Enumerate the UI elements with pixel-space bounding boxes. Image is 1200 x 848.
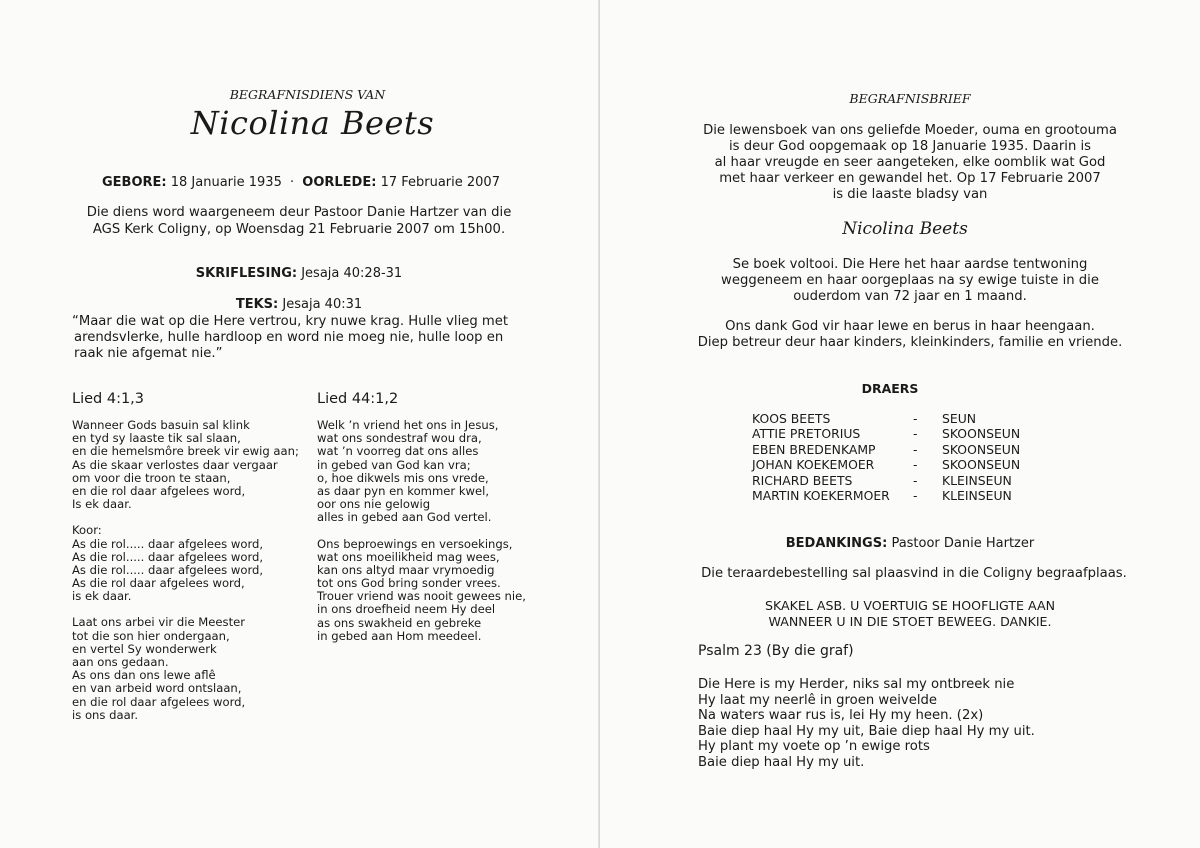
hymn-line: As die rol..... daar afgelees word, xyxy=(72,549,264,564)
scripture-quote xyxy=(72,314,508,362)
born-label: GEBORE: xyxy=(102,175,167,190)
bearer-row xyxy=(752,426,1020,441)
deceased-name-title: Nicolina Beets xyxy=(190,104,435,142)
hymn-line: wat ’n voorreg dat ons alles xyxy=(317,444,479,459)
hymn-line: oor ons nie gelowig xyxy=(317,497,431,512)
intro-line: met haar verkeer en gewandel het. Op 17 Februarie 2007 xyxy=(719,171,1101,186)
notice-line: SKAKEL ASB. U VOERTUIG SE HOOFLIGTE AAN xyxy=(764,598,1056,613)
reading-value: Jesaja 40:28-31 xyxy=(301,266,403,281)
bearer-name: RICHARD BEETS xyxy=(752,472,853,488)
text-reference xyxy=(0,297,598,312)
scripture-reading xyxy=(0,266,598,281)
bearer-name: ATTIE PRETORIUS xyxy=(752,426,861,442)
born-date: 18 Januarie 1935 xyxy=(170,175,282,190)
hymn-line: wat ons sondestraf wou dra, xyxy=(317,431,482,446)
psalm-line: Baie diep haal Hy my uit. xyxy=(698,754,865,770)
hymn-line: tot ons God bring sonder vrees. xyxy=(317,576,501,591)
died-date: 17 Februarie 2007 xyxy=(380,175,500,190)
hymn-title: Lied 44:1,2 xyxy=(317,391,399,407)
bearer-dash: - xyxy=(913,488,918,504)
intro-line: al haar vreugde en seer aangeteken, elke oomblik wat God xyxy=(714,155,1106,170)
acknowledgements-value: Pastoor Danie Hartzer xyxy=(891,536,1035,551)
quote-line: “Maar die wat op die Here vertrou, kry nuwe krag. Hulle vlieg met xyxy=(72,314,509,329)
bearer-relation: SKOONSEUN xyxy=(942,441,1021,457)
hymn-line: is ons daar. xyxy=(72,707,139,722)
service-of-heading: BEGRAFNISDIENS VAN xyxy=(229,87,386,102)
service-line: Die diens word waargeneem deur Pastoor Danie Hartzer van die xyxy=(86,205,512,220)
closing-line: weggeneem en haar oorgeplaas na sy ewige tuiste in die xyxy=(721,273,1099,288)
hymn-line: alles in gebed aan God vertel. xyxy=(317,510,492,525)
hymn-line: as ons swakheid en gebreke xyxy=(317,615,482,630)
hymn-lied-4 xyxy=(72,391,299,722)
service-line: AGS Kerk Coligny, op Woensdag 21 Februarie 2007 om 15h00. xyxy=(92,222,506,237)
hymn-line: As die rol daar afgelees word, xyxy=(72,576,245,591)
notice-line: WANNEER U IN DIE STOET BEWEEG. DANKIE. xyxy=(768,614,1052,629)
hymn-verse xyxy=(317,538,526,644)
hymn-line: As ons dan ons lewe aflê xyxy=(72,668,216,683)
hymn-line: aan ons gedaan. xyxy=(72,655,169,669)
intro-line: is deur God oopgemaak op 18 Januarie 1935. Daarin is xyxy=(728,139,1092,154)
hymn-line: en die rol daar afgelees word, xyxy=(72,694,246,709)
hymn-line: Trouer vriend was nooit gewees nie, xyxy=(317,589,526,604)
hymn-line: Is ek daar. xyxy=(72,497,132,512)
hymn-line: tot die son hier ondergaan, xyxy=(72,628,230,643)
hymn-line: in gebed aan Hom meedeel. xyxy=(317,628,482,643)
hymn-line: in gebed van God kan vra; xyxy=(317,457,471,472)
hymn-line: Laat ons arbei vir die Meester xyxy=(72,615,246,630)
intro-paragraph xyxy=(600,123,1200,203)
bearer-name: EBEN BREDENKAMP xyxy=(752,441,876,457)
right-page xyxy=(600,0,1200,848)
hymn-title: Lied 4:1,3 xyxy=(72,391,145,407)
bearers-list xyxy=(752,411,1020,503)
bearer-relation: SEUN xyxy=(942,411,977,426)
bearer-dash: - xyxy=(913,441,918,457)
bearer-dash: - xyxy=(913,457,918,473)
closing-paragraph xyxy=(600,257,1200,305)
bearer-row xyxy=(752,473,1020,488)
psalm-line: Hy plant my voete op ’n ewige rots xyxy=(698,739,930,754)
bearer-name: MARTIN KOEKERMOER xyxy=(752,488,890,504)
bearer-row xyxy=(752,411,1020,426)
hymn-verse xyxy=(72,616,299,722)
deceased-name: Nicolina Beets xyxy=(842,219,968,239)
hymn-line: As die skaar verlostes daar vergaar xyxy=(72,457,278,472)
hymn-line: om voor die troon te staan, xyxy=(72,470,231,485)
hymn-line: As die rol..... daar afgelees word, xyxy=(72,536,264,551)
hymn-line: wat ons moeilikheid mag wees, xyxy=(317,549,500,564)
service-info xyxy=(0,204,598,238)
psalm-line: Na waters waar rus is, lei Hy my heen. (2x) xyxy=(698,708,984,723)
bearer-relation: SKOONSEUN xyxy=(942,426,1021,442)
hymn-line: As die rol..... daar afgelees word, xyxy=(72,562,264,577)
hymn-verse xyxy=(72,419,299,511)
burial-notice: Die teraardebestelling sal plaasvind in die Coligny begraafplaas. xyxy=(701,566,1127,581)
psalm-line: Baie diep haal Hy my uit, Baie diep haal Hy my uit. xyxy=(698,723,1035,739)
died-label: OORLEDE: xyxy=(302,175,377,190)
psalm-line: Hy laat my neerlê in groen weivelde xyxy=(698,692,937,708)
bearer-row xyxy=(752,488,1020,503)
bearer-dash: - xyxy=(913,426,918,442)
hymn-line: Koor: xyxy=(72,523,102,538)
intro-line: is die laaste bladsy van xyxy=(832,187,988,202)
bearer-relation: KLEINSEUN xyxy=(942,488,1012,504)
bearer-relation: KLEINSEUN xyxy=(942,472,1012,488)
closing-line: ouderdom van 72 jaar en 1 maand. xyxy=(793,289,1027,304)
hymn-line: o, hoe dikwels mis ons vrede, xyxy=(317,470,489,485)
reading-label: SKRIFLESING: xyxy=(195,266,298,281)
bearer-name: JOHAN KOEKEMOER xyxy=(752,457,875,473)
hymn-line: en die rol daar afgelees word, xyxy=(72,483,246,498)
hymn-line: in ons droefheid neem Hy deel xyxy=(317,602,496,617)
text-label: TEKS: xyxy=(235,297,279,312)
hymn-lied-44 xyxy=(317,391,526,643)
thanks-line: Ons dank God vir haar lewe en berus in haar heengaan. xyxy=(725,319,1095,334)
thanks-paragraph xyxy=(600,319,1200,351)
hymn-chorus xyxy=(72,524,299,603)
bearer-row xyxy=(752,442,1020,457)
psalm-text xyxy=(698,677,1035,770)
hymn-line: en van arbeid word ontslaan, xyxy=(72,681,242,696)
hymn-line: is ek daar. xyxy=(72,589,132,604)
separator-dot: · xyxy=(289,175,295,190)
hymn-line: Ons beproewings en versoekings, xyxy=(317,536,513,551)
bearer-dash: - xyxy=(913,472,918,488)
bearer-name: KOOS BEETS xyxy=(752,411,831,426)
psalm-title: Psalm 23 (By die graf) xyxy=(698,643,854,659)
hymn-line: en vertel Sy wonderwerk xyxy=(72,641,217,656)
hymn-line: en tyd sy laaste tik sal slaan, xyxy=(72,431,241,446)
quote-line: arendsvlerke, hulle hardloop en word nie moeg nie, hulle loop en xyxy=(74,330,504,345)
dates-line xyxy=(102,175,500,190)
hymn-line: kan ons altyd maar vrymoedig xyxy=(317,562,495,577)
thanks-line: Diep betreur deur haar kinders, kleinkinders, familie en vriende. xyxy=(697,335,1123,350)
closing-line: Se boek voltooi. Die Here het haar aardse tentwoning xyxy=(732,257,1088,272)
hymn-verse xyxy=(317,419,526,525)
hymn-line: Wanneer Gods basuin sal klink xyxy=(72,418,250,432)
hymn-line: Welk ’n vriend het ons in Jesus, xyxy=(317,418,499,432)
bearer-row xyxy=(752,457,1020,472)
letter-heading: BEGRAFNISBRIEF xyxy=(849,91,971,106)
hymn-line: en die hemelsmôre breek vir ewig aan; xyxy=(72,444,299,459)
bearer-relation: SKOONSEUN xyxy=(942,457,1021,473)
hymn-line: as daar pyn en kommer kwel, xyxy=(317,483,490,498)
intro-line: Die lewensboek van ons geliefde Moeder, ouma en grootouma xyxy=(703,123,1117,138)
acknowledgements xyxy=(600,536,1200,551)
headlights-notice xyxy=(600,598,1200,630)
acknowledgements-label: BEDANKINGS: xyxy=(785,536,888,551)
psalm-line: Die Here is my Herder, niks sal my ontbreek nie xyxy=(698,677,1015,692)
bearer-dash: - xyxy=(913,411,918,426)
quote-line: raak nie afgemat nie.” xyxy=(74,346,223,361)
text-value: Jesaja 40:31 xyxy=(282,297,363,312)
bearers-heading: DRAERS xyxy=(861,381,919,396)
